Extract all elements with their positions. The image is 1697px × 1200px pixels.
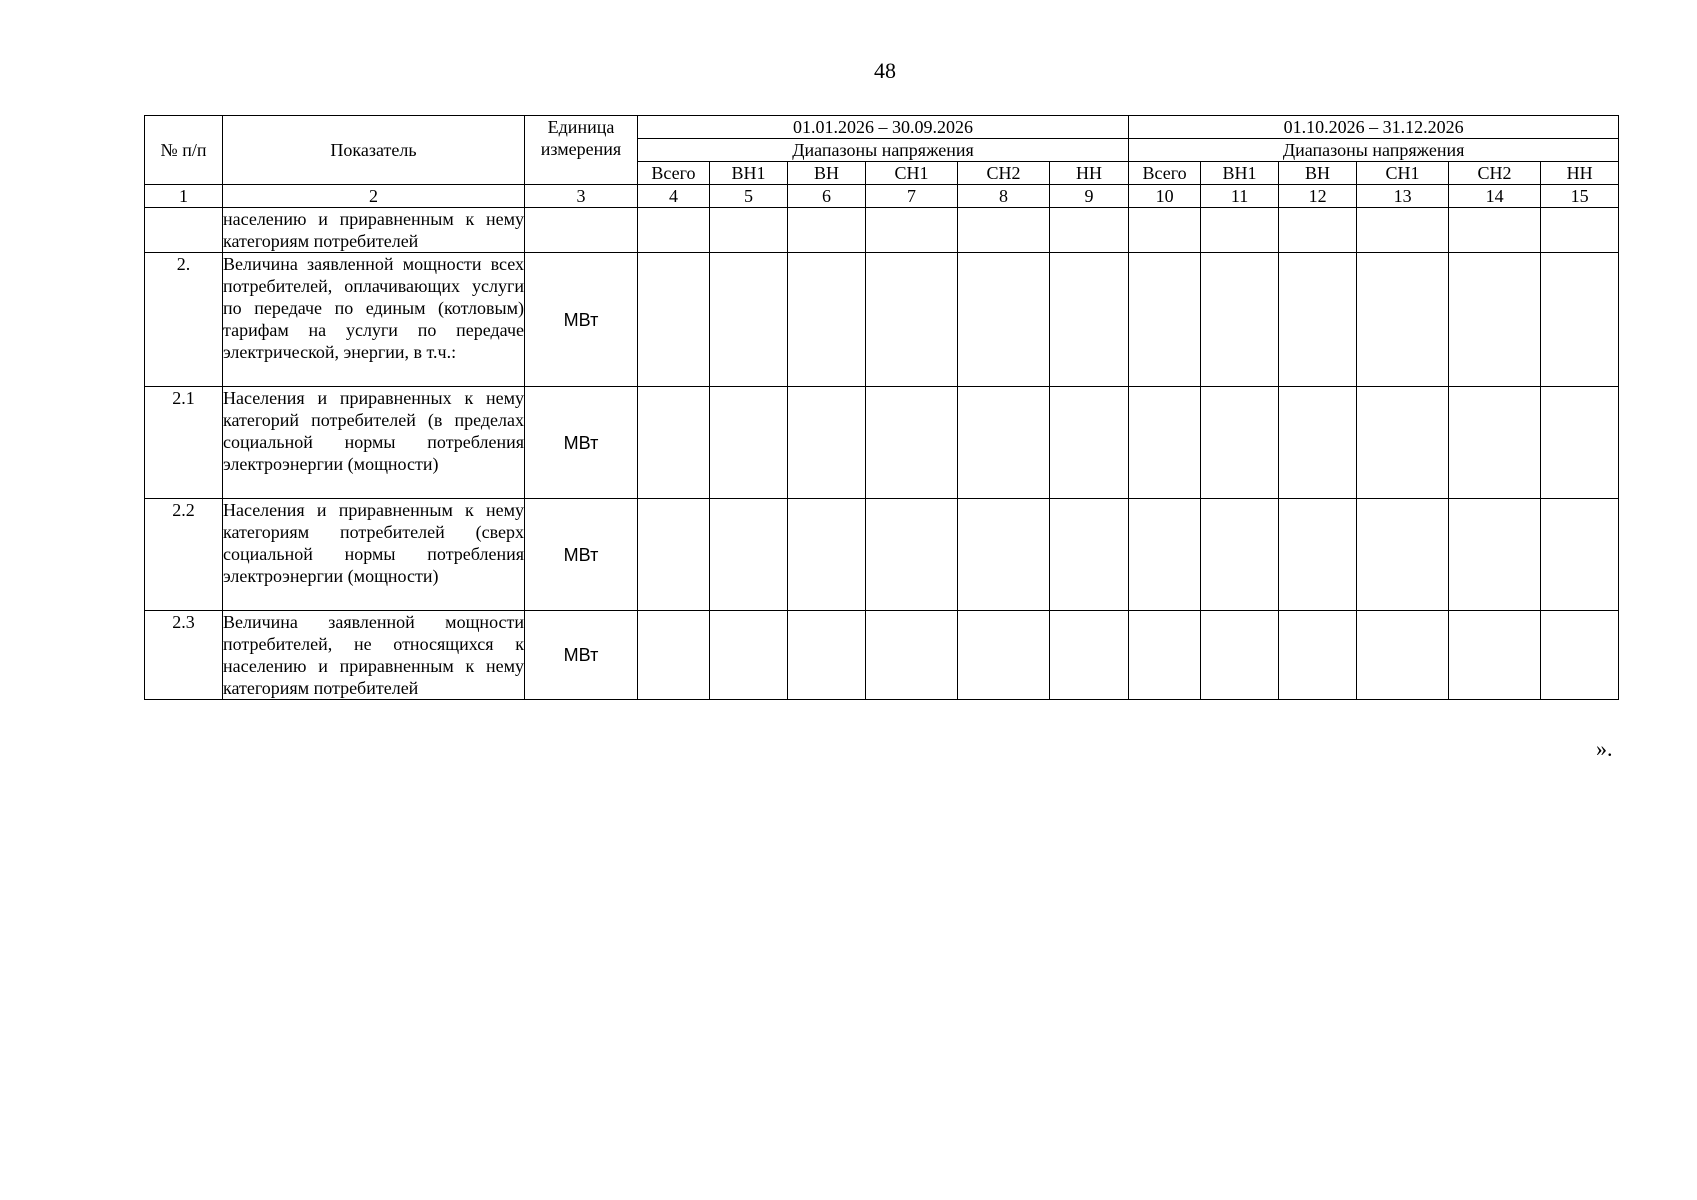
data-cell	[866, 387, 958, 499]
data-cell	[1541, 253, 1619, 387]
column-number: 10	[1129, 185, 1201, 208]
data-cell	[1201, 208, 1279, 253]
column-number: 1	[145, 185, 223, 208]
data-cell	[1541, 208, 1619, 253]
data-cell	[1129, 208, 1201, 253]
data-cell	[710, 387, 788, 499]
voltage-vn1: ВН1	[1201, 162, 1279, 185]
column-number-row	[145, 185, 1619, 208]
header-row-periods	[145, 116, 1619, 139]
table-row	[145, 387, 1619, 499]
voltage-nn: НН	[1050, 162, 1129, 185]
header-period-2: 01.10.2026 – 31.12.2026	[1129, 116, 1619, 139]
row-indicator: Населения и приравненным к нему категориям потребителей (сверх социальной нормы потребления электроэнергии (мощности)	[223, 499, 525, 611]
voltage-vn: ВН	[1279, 162, 1357, 185]
data-cell	[788, 387, 866, 499]
column-number: 7	[866, 185, 958, 208]
column-number: 14	[1449, 185, 1541, 208]
column-number: 12	[1279, 185, 1357, 208]
data-cell	[1050, 208, 1129, 253]
row-number: 2.3	[145, 611, 223, 700]
data-cell	[1541, 499, 1619, 611]
data-cell	[710, 208, 788, 253]
data-cell	[638, 253, 710, 387]
data-cell	[1357, 253, 1449, 387]
voltage-vn: ВН	[788, 162, 866, 185]
data-cell	[1357, 387, 1449, 499]
data-cell	[1357, 611, 1449, 700]
column-number: 3	[525, 185, 638, 208]
data-cell	[1201, 387, 1279, 499]
header-ranges-2: Диапазоны напряжения	[1129, 139, 1619, 162]
voltage-sn1: СН1	[866, 162, 958, 185]
data-cell	[1449, 499, 1541, 611]
data-cell	[788, 611, 866, 700]
data-cell	[1129, 387, 1201, 499]
voltage-sn2: СН2	[958, 162, 1050, 185]
row-unit	[525, 208, 638, 253]
data-cell	[638, 611, 710, 700]
data-cell	[958, 208, 1050, 253]
row-unit: МВт	[525, 253, 638, 387]
data-cell	[1449, 253, 1541, 387]
data-cell	[788, 208, 866, 253]
data-cell	[958, 611, 1050, 700]
header-col-indicator: Показатель	[223, 116, 525, 185]
voltage-sn1: СН1	[1357, 162, 1449, 185]
column-number: 8	[958, 185, 1050, 208]
data-cell	[1050, 253, 1129, 387]
table-row	[145, 208, 1619, 253]
data-cell	[638, 387, 710, 499]
data-cell	[1449, 611, 1541, 700]
header-period-1: 01.01.2026 – 30.09.2026	[638, 116, 1129, 139]
row-indicator: Величина заявленной мощности всех потребителей, оплачивающих услуги по передаче по единым (котловым) тарифам на услуги по передаче электрической, энергии, в т.ч.:	[223, 253, 525, 387]
row-indicator: Населения и приравненных к нему категорий потребителей (в пределах социальной нормы потребления электроэнергии (мощности)	[223, 387, 525, 499]
column-number: 9	[1050, 185, 1129, 208]
column-number: 2	[223, 185, 525, 208]
data-cell	[958, 387, 1050, 499]
data-cell	[1050, 387, 1129, 499]
voltage-total: Всего	[1129, 162, 1201, 185]
data-cell	[1449, 208, 1541, 253]
data-cell	[710, 499, 788, 611]
voltage-sn2: СН2	[1449, 162, 1541, 185]
row-number: 2.	[145, 253, 223, 387]
data-cell	[1449, 387, 1541, 499]
row-number: 2.2	[145, 499, 223, 611]
data-cell	[958, 253, 1050, 387]
header-ranges-1: Диапазоны напряжения	[638, 139, 1129, 162]
page-number: 48	[874, 58, 896, 83]
data-cell	[638, 499, 710, 611]
data-cell	[1279, 387, 1357, 499]
header-col-unit: Единица измерения	[525, 116, 638, 185]
data-cell	[788, 499, 866, 611]
row-number	[145, 208, 223, 253]
data-cell	[958, 499, 1050, 611]
data-cell	[1279, 611, 1357, 700]
data-cell	[1129, 611, 1201, 700]
column-number: 4	[638, 185, 710, 208]
row-indicator: населению и приравненным к нему категориям потребителей	[223, 209, 524, 251]
data-cell	[1357, 208, 1449, 253]
data-cell	[1279, 208, 1357, 253]
data-cell	[638, 208, 710, 253]
data-cell	[788, 253, 866, 387]
indicators-table	[144, 115, 1619, 700]
row-number: 2.1	[145, 387, 223, 499]
data-cell	[866, 499, 958, 611]
data-cell	[1129, 253, 1201, 387]
data-cell	[866, 208, 958, 253]
data-cell	[1129, 499, 1201, 611]
table-row	[145, 253, 1619, 387]
header-col-no: № п/п	[145, 116, 223, 185]
voltage-vn1: ВН1	[710, 162, 788, 185]
row-unit: МВт	[525, 611, 638, 700]
column-number: 6	[788, 185, 866, 208]
row-indicator: Величина заявленной мощности потребителей, не относящихся к населению и приравненным к нему категориям потребителей	[223, 612, 524, 698]
data-cell	[1279, 499, 1357, 611]
data-cell	[1050, 499, 1129, 611]
data-cell	[1357, 499, 1449, 611]
data-cell	[1279, 253, 1357, 387]
table-row	[145, 611, 1619, 700]
data-cell	[710, 611, 788, 700]
data-cell	[1201, 253, 1279, 387]
voltage-nn: НН	[1541, 162, 1619, 185]
table-row	[145, 499, 1619, 611]
data-cell	[866, 253, 958, 387]
data-cell	[1201, 611, 1279, 700]
row-unit: МВт	[525, 387, 638, 499]
data-cell	[1541, 611, 1619, 700]
column-number: 13	[1357, 185, 1449, 208]
closing-quote-mark: ».	[1596, 736, 1613, 761]
data-cell	[710, 253, 788, 387]
data-cell	[866, 611, 958, 700]
data-cell	[1541, 387, 1619, 499]
column-number: 15	[1541, 185, 1619, 208]
voltage-total: Всего	[638, 162, 710, 185]
row-unit: МВт	[525, 499, 638, 611]
data-cell	[1050, 611, 1129, 700]
column-number: 5	[710, 185, 788, 208]
column-number: 11	[1201, 185, 1279, 208]
data-cell	[1201, 499, 1279, 611]
